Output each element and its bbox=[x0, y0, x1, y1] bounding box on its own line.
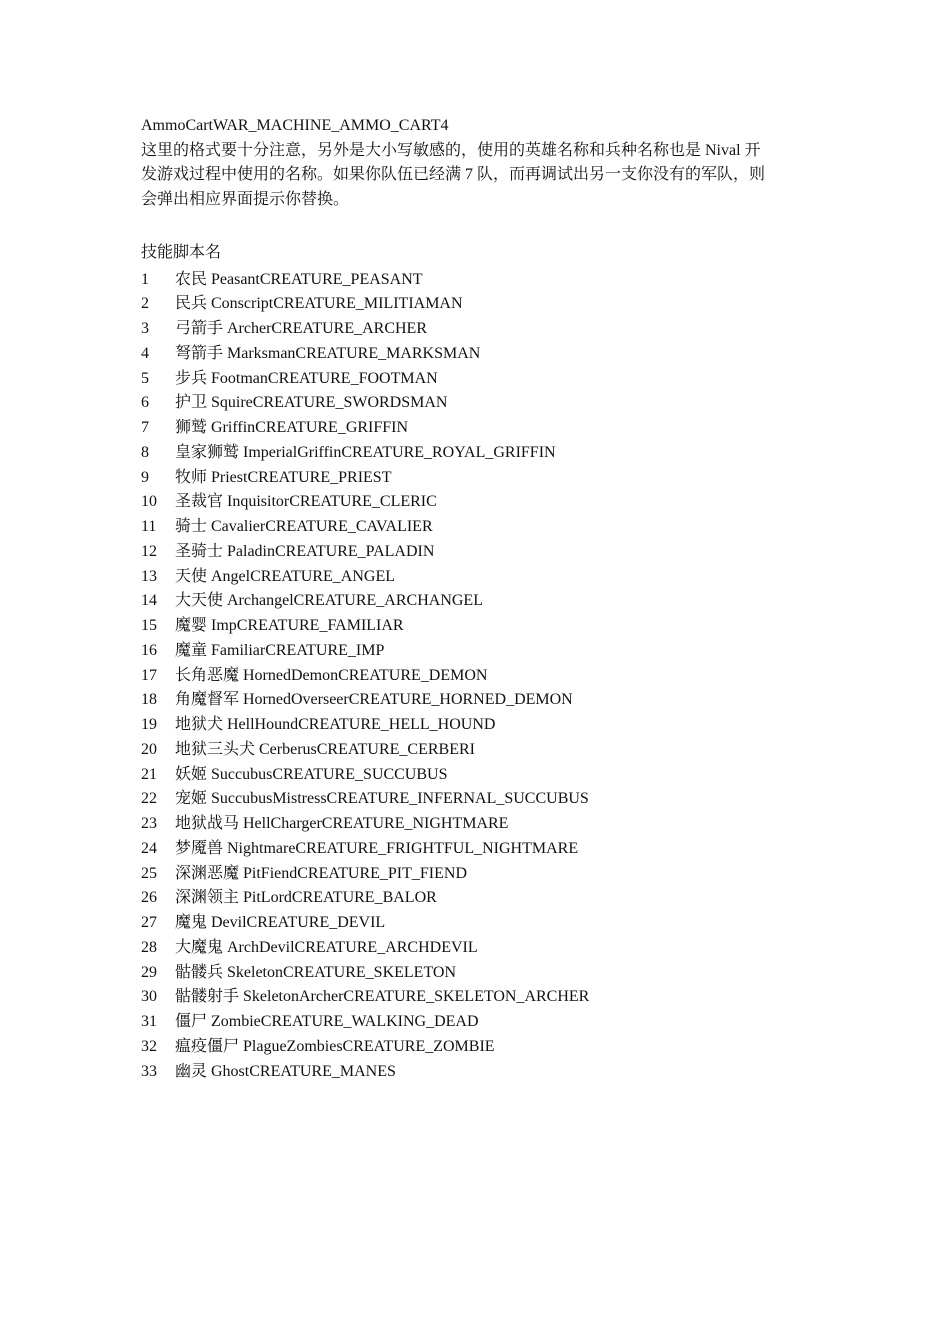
list-item-number: 12 bbox=[141, 542, 157, 560]
list-item-number: 21 bbox=[141, 765, 157, 783]
list-item bbox=[141, 763, 811, 788]
format-note-line: 这里的格式要十分注意，另外是大小写敏感的，使用的英雄名称和兵种名称也是 Nival 开 bbox=[141, 141, 761, 159]
blank-line bbox=[141, 212, 811, 237]
list-item-number: 24 bbox=[141, 839, 157, 857]
list-item bbox=[141, 688, 811, 713]
list-item-text: 骑士 CavalierCREATURE_CAVALIER bbox=[175, 518, 433, 536]
list-item-text: 长角恶魔 HornedDemonCREATURE_DEMON bbox=[175, 666, 488, 684]
list-item-number: 6 bbox=[141, 394, 149, 412]
list-item bbox=[141, 639, 811, 664]
list-item-text: 弩箭手 MarksmanCREATURE_MARKSMAN bbox=[175, 344, 481, 362]
list-item-text: 魔鬼 DevilCREATURE_DEVIL bbox=[175, 914, 386, 932]
list-item-number: 26 bbox=[141, 889, 157, 907]
list-item-text: 深渊领主 PitLordCREATURE_BALOR bbox=[175, 889, 437, 907]
list-item-text: 僵尸 ZombieCREATURE_WALKING_DEAD bbox=[175, 1013, 479, 1031]
list-item-number: 11 bbox=[141, 518, 157, 536]
list-item-text: 地狱三头犬 CerberusCREATURE_CERBERI bbox=[175, 740, 475, 758]
list-item-number: 8 bbox=[141, 443, 149, 461]
list-item-number: 3 bbox=[141, 320, 149, 338]
list-item-text: 农民 PeasantCREATURE_PEASANT bbox=[175, 270, 423, 288]
list-item-text: 妖姬 SuccubusCREATURE_SUCCUBUS bbox=[175, 765, 448, 783]
list-item-number: 18 bbox=[141, 691, 157, 709]
list-item-text: 梦魇兽 NightmareCREATURE_FRIGHTFUL_NIGHTMARE bbox=[175, 839, 579, 857]
list-item bbox=[141, 342, 811, 367]
list-item-text: 护卫 SquireCREATURE_SWORDSMAN bbox=[175, 394, 448, 412]
list-item bbox=[141, 490, 811, 515]
list-item bbox=[141, 936, 811, 961]
list-item-number: 14 bbox=[141, 592, 157, 610]
list-item-text: 瘟疫僵尸 PlagueZombiesCREATURE_ZOMBIE bbox=[175, 1037, 495, 1055]
format-note-line: 发游戏过程中使用的名称。如果你队伍已经满 7 队，而再调试出另一支你没有的军队，则 bbox=[141, 166, 766, 184]
list-item-text: 大魔鬼 ArchDevilCREATURE_ARCHDEVIL bbox=[175, 938, 478, 956]
list-item-text: 魔婴 ImpCREATURE_FAMILIAR bbox=[175, 617, 404, 635]
list-item-text: 魔童 FamiliarCREATURE_IMP bbox=[175, 641, 385, 659]
list-item-text: 皇家狮鹫 ImperialGriffinCREATURE_ROYAL_GRIFFIN bbox=[175, 443, 556, 461]
list-item-number: 1 bbox=[141, 270, 149, 288]
list-item-number: 27 bbox=[141, 914, 157, 932]
list-item bbox=[141, 540, 811, 565]
list-item-number: 13 bbox=[141, 567, 157, 585]
list-item bbox=[141, 664, 811, 689]
list-item-number: 16 bbox=[141, 641, 157, 659]
list-item-number: 33 bbox=[141, 1062, 157, 1080]
list-item bbox=[141, 441, 811, 466]
list-item-number: 31 bbox=[141, 1013, 157, 1031]
document-body bbox=[141, 114, 811, 1084]
list-item-text: 圣骑士 PaladinCREATURE_PALADIN bbox=[175, 542, 435, 560]
list-item-text: 弓箭手 ArcherCREATURE_ARCHER bbox=[175, 320, 427, 338]
list-item-text: 幽灵 GhostCREATURE_MANES bbox=[175, 1062, 396, 1080]
list-item bbox=[141, 1010, 811, 1035]
list-item-text: 地狱战马 HellChargerCREATURE_NIGHTMARE bbox=[175, 815, 509, 833]
format-note-line: 会弹出相应界面提示你替换。 bbox=[141, 190, 350, 208]
list-item bbox=[141, 317, 811, 342]
list-item bbox=[141, 713, 811, 738]
ammo-cart-line: AmmoCartWAR_MACHINE_AMMO_CART4 bbox=[141, 117, 449, 134]
list-item-number: 23 bbox=[141, 815, 157, 833]
list-item-number: 4 bbox=[141, 344, 149, 362]
list-item bbox=[141, 589, 811, 614]
list-item-number: 2 bbox=[141, 295, 149, 313]
list-item-text: 宠姬 SuccubusMistressCREATURE_INFERNAL_SUCCUBUS bbox=[175, 790, 589, 808]
section-title: 技能脚本名 bbox=[141, 243, 222, 261]
list-item bbox=[141, 416, 811, 441]
list-item bbox=[141, 886, 811, 911]
list-item bbox=[141, 367, 811, 392]
list-item-number: 19 bbox=[141, 716, 157, 734]
list-item bbox=[141, 911, 811, 936]
list-item bbox=[141, 565, 811, 590]
list-item-text: 骷髅兵 SkeletonCREATURE_SKELETON bbox=[175, 963, 457, 981]
list-item-text: 骷髅射手 SkeletonArcherCREATURE_SKELETON_ARCHER bbox=[175, 988, 590, 1006]
list-item-number: 30 bbox=[141, 988, 157, 1006]
list-item-text: 角魔督军 HornedOverseerCREATURE_HORNED_DEMON bbox=[175, 691, 573, 709]
list-item bbox=[141, 985, 811, 1010]
list-item bbox=[141, 292, 811, 317]
creature-list bbox=[141, 268, 811, 1085]
list-item-number: 9 bbox=[141, 468, 149, 486]
list-item bbox=[141, 837, 811, 862]
list-item bbox=[141, 1060, 811, 1085]
list-item bbox=[141, 614, 811, 639]
list-item-text: 民兵 ConscriptCREATURE_MILITIAMAN bbox=[175, 295, 463, 313]
list-item-text: 大天使 ArchangelCREATURE_ARCHANGEL bbox=[175, 592, 483, 610]
list-item-number: 5 bbox=[141, 369, 149, 387]
list-item bbox=[141, 466, 811, 491]
list-item-text: 天使 AngelCREATURE_ANGEL bbox=[175, 567, 395, 585]
list-item bbox=[141, 961, 811, 986]
list-item bbox=[141, 268, 811, 293]
list-item-number: 20 bbox=[141, 740, 157, 758]
list-item-number: 25 bbox=[141, 864, 157, 882]
list-item-number: 7 bbox=[141, 419, 149, 437]
list-item bbox=[141, 812, 811, 837]
list-item-number: 15 bbox=[141, 617, 157, 635]
list-item bbox=[141, 515, 811, 540]
list-item-number: 28 bbox=[141, 938, 157, 956]
list-item-text: 圣裁官 InquisitorCREATURE_CLERIC bbox=[175, 493, 437, 511]
list-item-text: 地狱犬 HellHoundCREATURE_HELL_HOUND bbox=[175, 716, 496, 734]
list-item-text: 深渊恶魔 PitFiendCREATURE_PIT_FIEND bbox=[175, 864, 468, 882]
format-note bbox=[141, 139, 811, 213]
list-item-text: 狮鹫 GriffinCREATURE_GRIFFIN bbox=[175, 419, 409, 437]
list-item-text: 牧师 PriestCREATURE_PRIEST bbox=[175, 468, 392, 486]
list-item-number: 29 bbox=[141, 963, 157, 981]
list-item bbox=[141, 862, 811, 887]
list-item-number: 10 bbox=[141, 493, 157, 511]
list-item bbox=[141, 787, 811, 812]
list-item-number: 22 bbox=[141, 790, 157, 808]
list-item-number: 32 bbox=[141, 1037, 157, 1055]
list-item bbox=[141, 1035, 811, 1060]
list-item-text: 步兵 FootmanCREATURE_FOOTMAN bbox=[175, 369, 438, 387]
list-item-number: 17 bbox=[141, 666, 157, 684]
list-item bbox=[141, 391, 811, 416]
list-item bbox=[141, 738, 811, 763]
